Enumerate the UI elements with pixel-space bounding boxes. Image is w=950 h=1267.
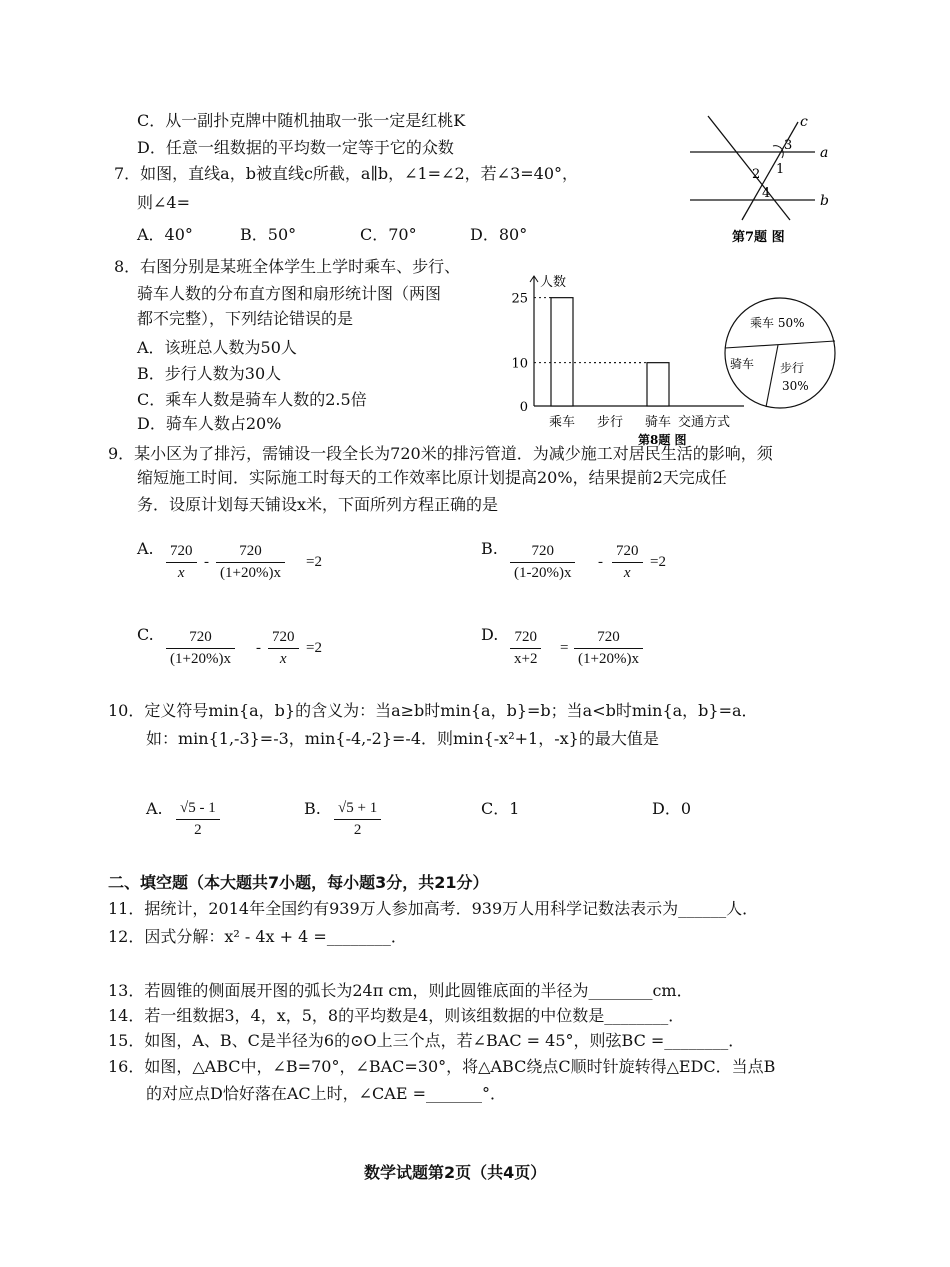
q10-a-frac: $\frac{√5 - 1}{2}$ xyxy=(176,800,220,839)
q7-option-a: A．40° xyxy=(137,225,193,244)
chart-bar xyxy=(551,298,573,406)
q9-b-frac2: $\frac{720}{x}$ xyxy=(612,543,643,582)
q7-label-c: c xyxy=(800,114,808,130)
q9-c-frac2: $\frac{720}{x}$ xyxy=(268,629,299,668)
q10-option-b-label: B. xyxy=(304,799,321,818)
q9-option-b-label: B. xyxy=(481,539,498,558)
q9-c-rhs: =2 xyxy=(306,640,322,656)
page-footer: 数学试题第2页（共4页） xyxy=(364,1163,547,1182)
q16-line2: 的对应点D恰好落在AC上时，∠CAE =_______°． xyxy=(146,1084,507,1103)
q7-label-4: 4 xyxy=(762,186,771,201)
q8-stem-line3: 都不完整），下列结论错误的是 xyxy=(137,309,354,328)
q7-label-2: 2 xyxy=(752,167,761,182)
q9-option-a-label: A. xyxy=(137,539,154,558)
q7-label-b: b xyxy=(820,193,829,209)
q8-stem-line1: 8．右图分别是某班全体学生上学时乘车、步行、 xyxy=(114,257,461,276)
q9-d-frac2: $\frac{720}{(1+20\%)x}$ xyxy=(574,629,643,668)
q9-stem-line3: 务．设原计划每天铺设x米，下面所列方程正确的是 xyxy=(137,495,499,514)
q13: 13．若圆锥的侧面展开图的弧长为24π cm，则此圆锥底面的半径为________cm． xyxy=(108,981,693,1000)
q10-option-c: C．1 xyxy=(481,799,520,818)
pie-label-bike: 骑车 xyxy=(730,357,755,371)
q12: 12．因式分解：x² - 4x + 4 =________． xyxy=(108,927,407,946)
q8-option-d: D．骑车人数占20% xyxy=(137,414,282,433)
q7-stem-line2: 则∠4= xyxy=(137,193,190,212)
q8-option-c: C．乘车人数是骑车人数的2.5倍 xyxy=(137,390,367,409)
q8-bar-chart xyxy=(508,266,748,448)
q7-stem-line1: 7．如图，直线a，b被直线c所截，a∥b，∠1=∠2，若∠3=40°， xyxy=(114,164,579,183)
q6-option-c: C．从一副扑克牌中随机抽取一张一定是红桃K xyxy=(137,111,466,130)
q9-b-minus: - xyxy=(598,554,603,570)
chart-ytick-label: 25 xyxy=(511,291,528,307)
q7-label-a: a xyxy=(820,145,829,161)
q10-stem-line2: 如：min{1,-3}=-3，min{-4,-2}=-4．则min{-x²+1，-x}的最大值是 xyxy=(146,729,659,748)
chart-ytick-label: 10 xyxy=(511,356,528,372)
q9-a-minus: - xyxy=(204,554,209,570)
q9-stem-line2: 缩短施工时间．实际施工时每天的工作效率比原计划提高20%，结果提前2天完成任 xyxy=(137,468,727,487)
q16-line1: 16．如图，△ABC中，∠B=70°，∠BAC=30°，将△ABC绕点C顺时针旋转得△EDC．当点B xyxy=(108,1057,776,1076)
q9-a-frac1: $\frac{720}{x}$ xyxy=(166,543,197,582)
chart-category-label: 乘车 xyxy=(548,415,576,430)
section-2-heading: 二、填空题（本大题共7小题，每小题3分，共21分） xyxy=(108,873,489,892)
q7-option-c: C．70° xyxy=(360,225,417,244)
q9-c-frac1: $\frac{720}{(1+20\%)x}$ xyxy=(166,629,235,668)
q8-option-b: B．步行人数为30人 xyxy=(137,364,282,383)
q9-d-eq: = xyxy=(560,640,569,656)
q9-d-frac1: $\frac{720}{x+2}$ xyxy=(510,629,541,668)
q10-stem-line1: 10．定义符号min{a，b}的含义为：当a≥b时min{a，b}=b；当a<b时min{a，b}=a． xyxy=(108,701,758,720)
q7-caption: 第7题 图 xyxy=(732,230,785,245)
q9-a-frac2: $\frac{720}{(1+20\%)x}$ xyxy=(216,543,285,582)
q8-pie-chart xyxy=(718,296,843,411)
pie-label-walk: 步行 xyxy=(780,361,805,375)
q11: 11．据统计，2014年全国约有939万人参加高考．939万人用科学记数法表示为______人． xyxy=(108,899,759,918)
q9-option-d-label: D. xyxy=(481,625,499,644)
pie-label-bus: 乘车 50% xyxy=(750,316,805,330)
q7-label-3: 3 xyxy=(784,138,793,153)
q14: 14．若一组数据3，4，x，5，8的平均数是4，则该组数据的中位数是________． xyxy=(108,1006,685,1025)
q8-stem-line2: 骑车人数的分布直方图和扇形统计图（两图 xyxy=(137,284,442,303)
q7-figure xyxy=(680,108,840,250)
chart-ylabel: 人数 xyxy=(540,275,567,290)
q9-a-rhs: =2 xyxy=(306,554,322,570)
q7-label-1: 1 xyxy=(776,162,785,177)
q10-option-d: D．0 xyxy=(652,799,692,818)
chart-title: 第8题 图 xyxy=(638,433,687,447)
pie-label-walk-pct: 30% xyxy=(782,379,809,393)
q10-b-frac: $\frac{√5 + 1}{2}$ xyxy=(334,800,381,839)
chart-ytick-label: 0 xyxy=(519,400,528,415)
chart-category-label: 骑车 xyxy=(644,415,672,430)
q10-option-a-label: A. xyxy=(146,799,163,818)
q9-b-frac1: $\frac{720}{(1-20\%)x}$ xyxy=(510,543,575,582)
q9-b-rhs: =2 xyxy=(650,554,666,570)
chart-bar xyxy=(647,363,669,406)
q9-c-minus: - xyxy=(256,640,261,656)
q9-option-c-label: C. xyxy=(137,625,154,644)
q9-stem-line1: 9．某小区为了排污，需铺设一段全长为720米的排污管道．为减少施工对居民生活的影响，须 xyxy=(108,444,773,463)
chart-category-label: 步行 xyxy=(596,415,624,430)
q8-option-a: A．该班总人数为50人 xyxy=(137,338,297,357)
q7-option-d: D．80° xyxy=(470,225,528,244)
chart-xlabel: 交通方式 xyxy=(678,415,731,430)
q6-option-d: D．任意一组数据的平均数一定等于它的众数 xyxy=(137,138,454,157)
q15: 15．如图，A、B、C是半径为6的⊙O上三个点，若∠BAC = 45°，则弦BC =________． xyxy=(108,1031,745,1050)
q7-option-b: B．50° xyxy=(240,225,297,244)
